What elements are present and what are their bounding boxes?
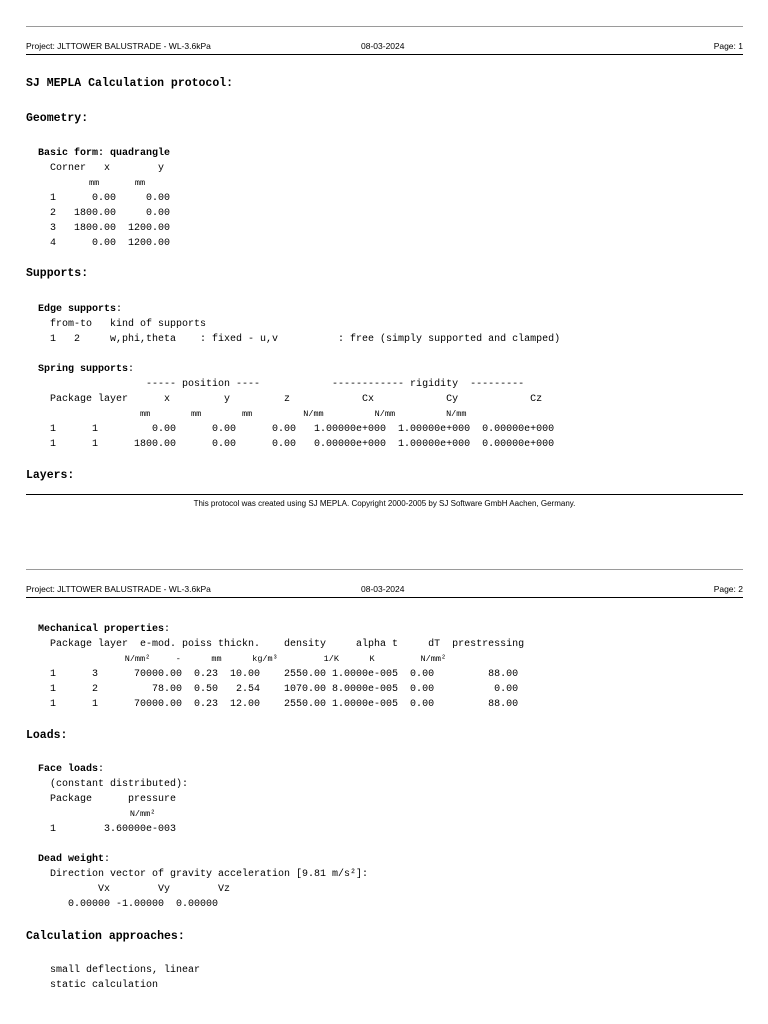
table-row: 1 3 70000.00 0.23 10.00 2550.00 1.0000e-005 0.00 88.00: [38, 669, 519, 680]
page1-top-rule: [26, 26, 743, 27]
edge-supports-label: Edge supports: [38, 304, 117, 315]
header-date: 08-03-2024: [361, 584, 405, 594]
page-number: Page: 1: [713, 41, 743, 51]
spring-supports-colon: :: [128, 364, 135, 375]
table-row: 1 1 1800.00 0.00 0.00 0.00000e+000 1.00000e+000 0.00000e+000: [38, 439, 555, 450]
supports-heading: Supports:: [26, 267, 89, 280]
calculation-approaches-heading: Calculation approaches:: [26, 930, 185, 943]
dead-weight-label: Dead weight: [38, 854, 105, 865]
spring-supports-label: Spring supports: [38, 364, 129, 375]
header-date: 08-03-2024: [361, 41, 405, 51]
mechanical-properties-label: Mechanical properties: [38, 624, 165, 635]
table-row: 3 1800.00 1200.00: [38, 223, 171, 234]
dead-weight-line: 0.00000 -1.00000 0.00000: [38, 899, 219, 910]
basic-form-value: : quadrangle: [98, 148, 171, 159]
page-number: Page: 2: [713, 584, 743, 594]
geometry-units: mm mm: [38, 178, 146, 188]
table-row: 1 1 70000.00 0.23 12.00 2550.00 1.0000e-005 0.00 88.00: [38, 699, 519, 710]
page1-footer-rule: [26, 494, 743, 495]
project-title: Project: JLTTOWER BALUSTRADE - WL-3.6kPa: [26, 41, 211, 51]
dead-weight-colon: :: [104, 854, 111, 865]
dead-weight-line: Vx Vy Vz: [38, 884, 231, 895]
basic-form-label: Basic form: [38, 148, 99, 159]
table-row: 4 0.00 1200.00: [38, 238, 171, 249]
loads-heading: Loads:: [26, 729, 68, 742]
table-row: 2 1800.00 0.00: [38, 208, 171, 219]
face-loads-line: N/mm²: [38, 809, 156, 819]
dead-weight-line: Direction vector of gravity acceleration [9.81 m/s²]:: [38, 869, 369, 880]
geometry-columns: Corner x y: [38, 163, 165, 174]
protocol-title: SJ MEPLA Calculation protocol:: [26, 77, 234, 90]
page1-footer: This protocol was created using SJ MEPLA. Copyright 2000-2005 by SJ Software GmbH Aachen, Germany.: [193, 499, 576, 508]
mechanical-properties-columns: Package layer e-mod. poiss thickn. density alpha t dT prestressing: [38, 639, 525, 650]
project-title: Project: JLTTOWER BALUSTRADE - WL-3.6kPa: [26, 584, 211, 594]
page2-top-rule: [26, 569, 743, 570]
spring-supports-group-header: ----- position ---- ------------ rigidity ---------: [38, 379, 525, 390]
geometry-heading: Geometry:: [26, 112, 89, 125]
table-row: 1 2 w,phi,theta : fixed - u,v : free (simply supported and clamped): [38, 334, 561, 345]
table-row: 1 1 0.00 0.00 0.00 1.00000e+000 1.00000e+000 0.00000e+000: [38, 424, 555, 435]
edge-supports-columns: from-to kind of supports: [38, 319, 207, 330]
edge-supports-colon: :: [116, 304, 123, 315]
spring-supports-columns: Package layer x y z Cx Cy Cz: [38, 394, 543, 405]
approach-line: static calculation: [38, 980, 159, 991]
approach-line: small deflections, linear: [38, 965, 201, 976]
page1-header-rule: [26, 54, 743, 55]
table-row: 1 0.00 0.00: [38, 193, 171, 204]
layers-heading: Layers:: [26, 469, 75, 482]
table-row: 1 2 78.00 0.50 2.54 1070.00 8.0000e-005 0.00 0.00: [38, 684, 519, 695]
face-loads-colon: :: [98, 764, 105, 775]
face-loads-label: Face loads: [38, 764, 99, 775]
spring-supports-units: mm mm mm N/mm N/mm N/mm: [38, 409, 467, 419]
mechanical-properties-units: N/mm² - mm kg/m³ 1/K K N/mm²: [38, 654, 447, 664]
page2-header-rule: [26, 597, 743, 598]
face-loads-line: (constant distributed):: [38, 779, 189, 790]
mechanical-properties-colon: :: [164, 624, 171, 635]
face-loads-line: 1 3.60000e-003: [38, 824, 177, 835]
face-loads-line: Package pressure: [38, 794, 177, 805]
